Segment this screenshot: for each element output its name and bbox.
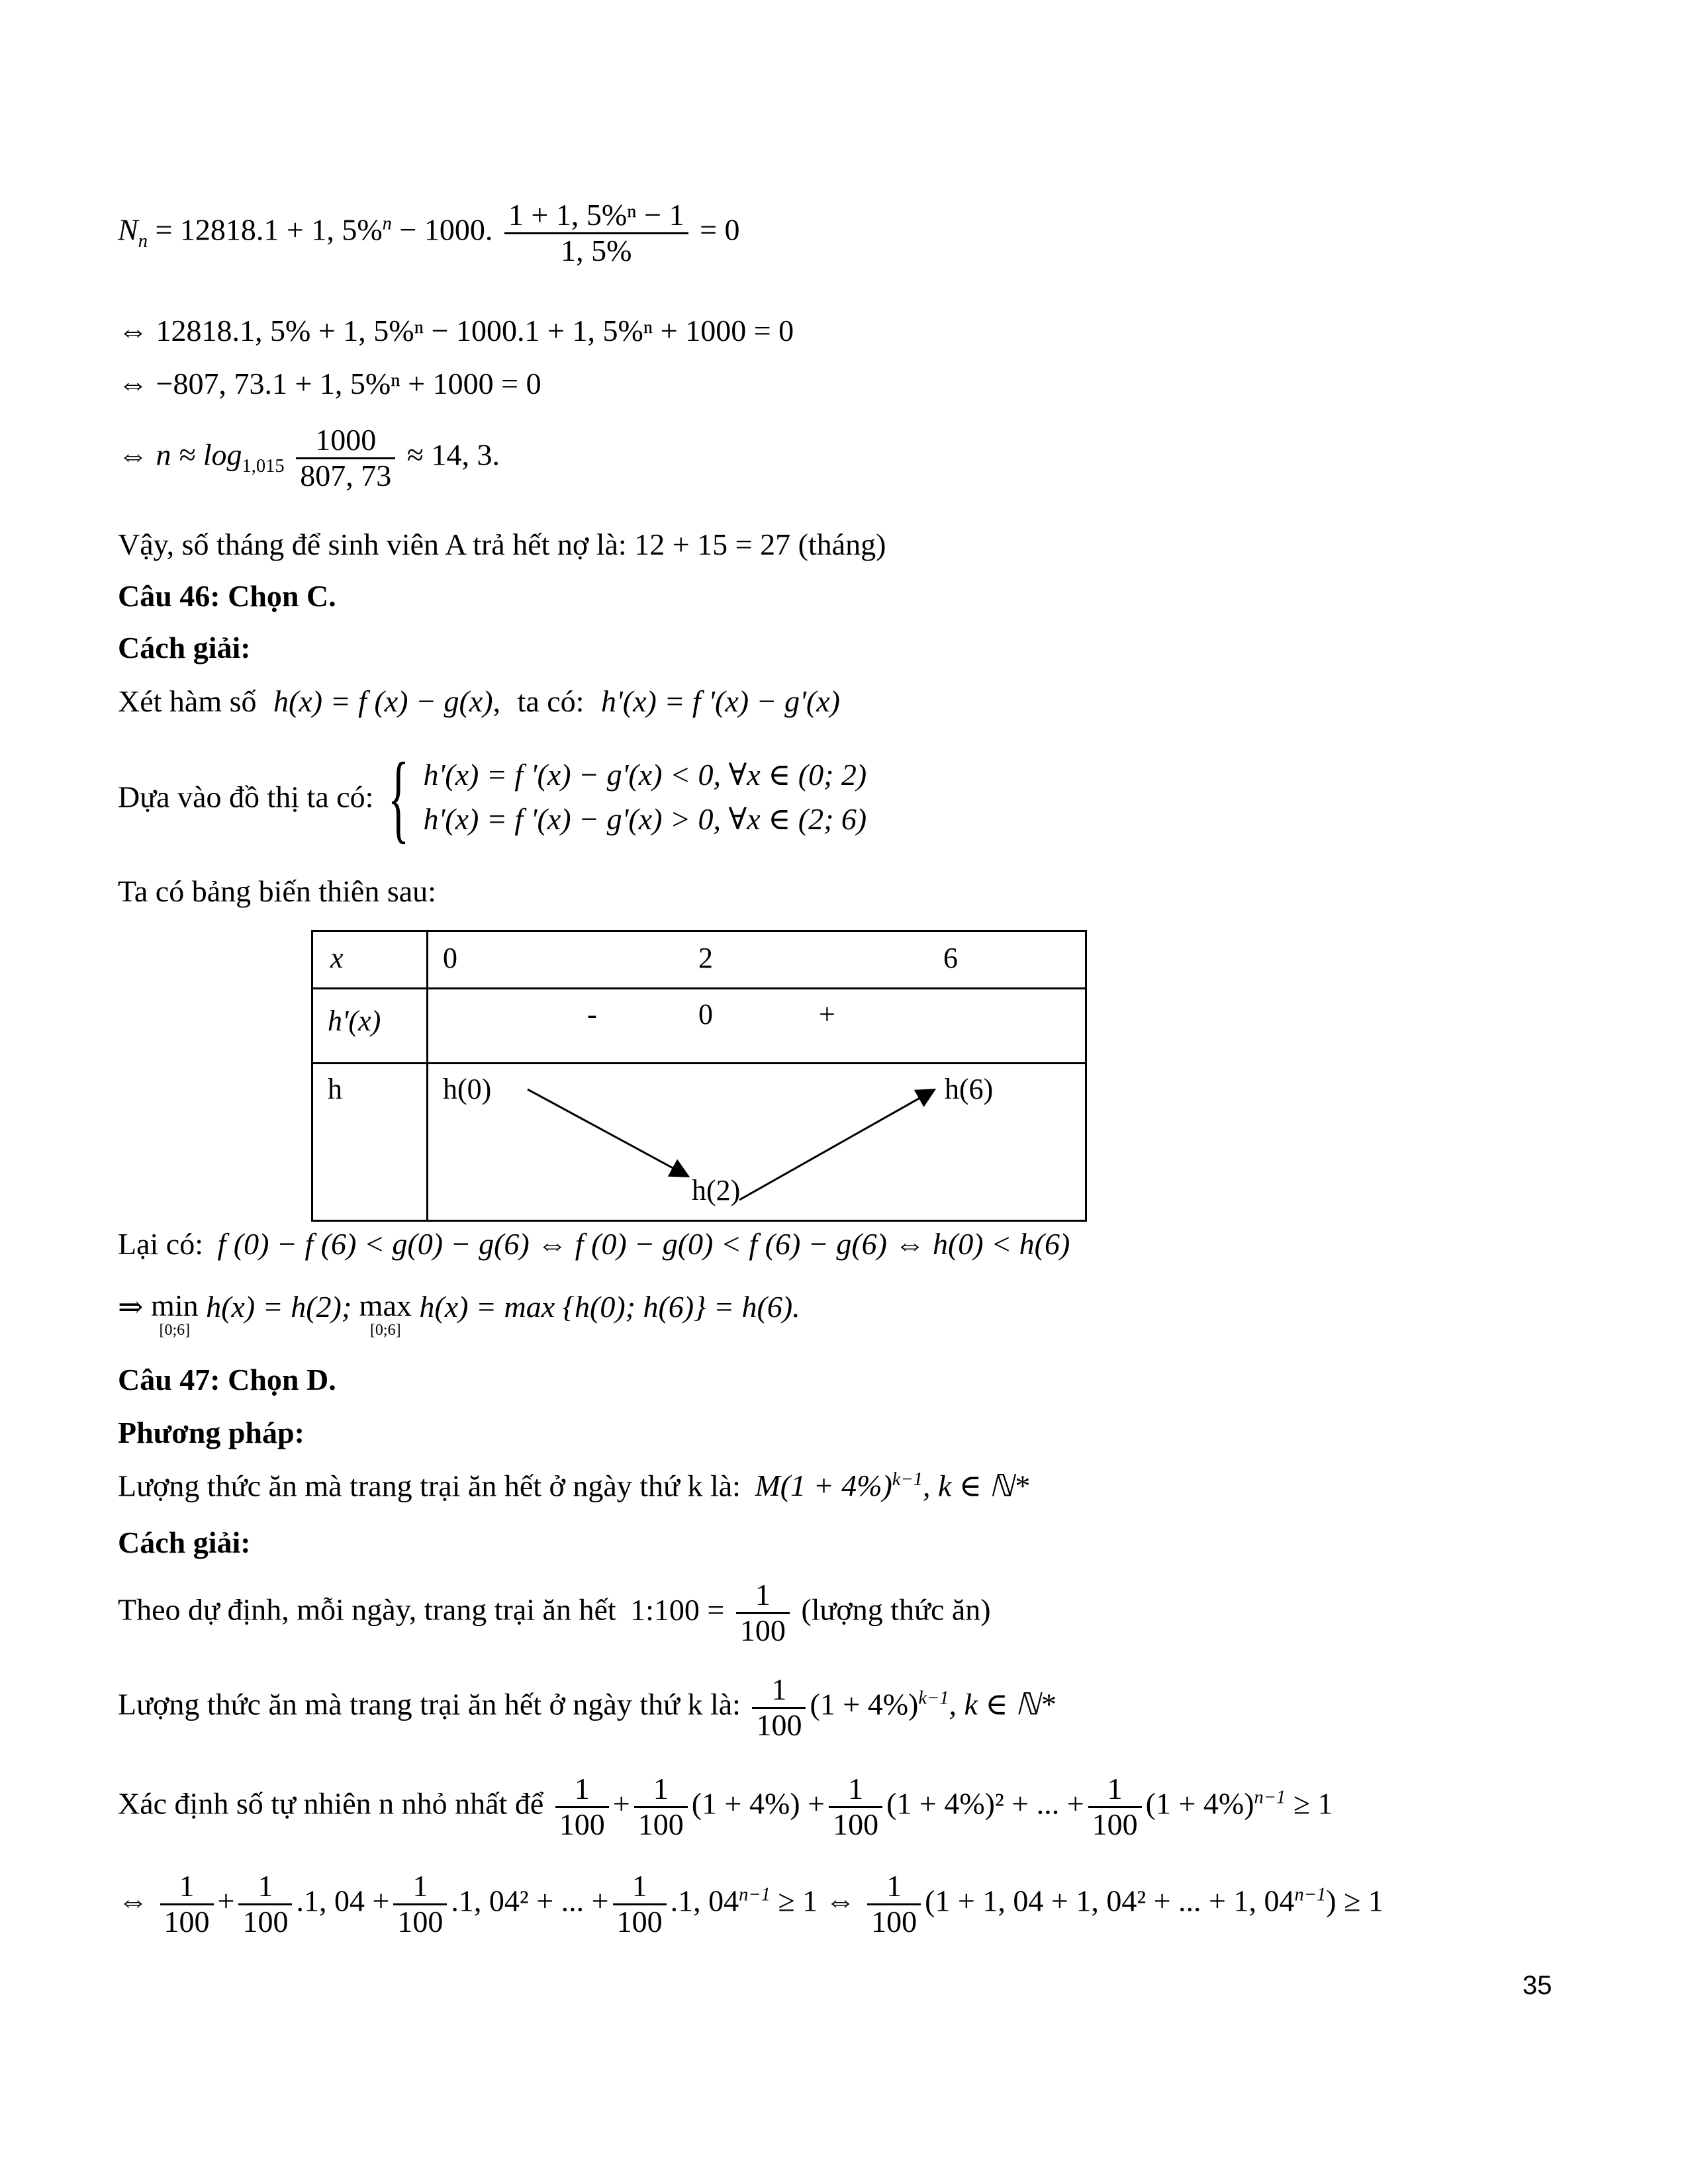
q47-l4-exp: n−1 [739, 1884, 771, 1905]
q46-line1-text: Xét hàm số [118, 684, 257, 718]
eq1-exp: n [382, 213, 392, 234]
increasing-arrow [739, 1091, 933, 1200]
sign-plus: + [819, 998, 835, 1030]
q47-l3-frac1 [555, 1772, 609, 1841]
frac-den: 100 [242, 1904, 289, 1938]
frac-num: 1 [736, 1578, 790, 1614]
q47-l4-t6: (1 + 1, 04 + 1, 04² + ... + 1, 04 [925, 1884, 1295, 1918]
q46-line2-text: Dựa vào đồ thị ta có: [118, 780, 374, 814]
left-brace-icon: { [387, 743, 410, 852]
q47-method-title: Phương pháp: [118, 1416, 305, 1449]
eq4-num: 1000 [296, 424, 395, 459]
min-operator [151, 1291, 199, 1338]
q47-method-math: M(1 + 4%) [755, 1469, 892, 1503]
q47-method-line [118, 1469, 1029, 1503]
q47-l1-text: Theo dự định, mỗi ngày, trang trại ăn hết [118, 1592, 616, 1627]
q47-l4-frac2 [238, 1870, 292, 1938]
table-row [312, 989, 1086, 1064]
q47-l2-math: (1 + 4%) [810, 1687, 919, 1721]
max-text: max [359, 1289, 412, 1322]
q47-line3: Xác định số tự nhiên n nhỏ nhất để $\frac{1}{100}$ + $\frac{1}{100}$ (1 + 4%) + $\frac{1}{100}$ (1 + 4%)² + ... + $\frac{1}{100}$ $(1 + 4\%)^{n-1} \ge 1$ [118, 1772, 1333, 1841]
equation-4 [118, 424, 500, 492]
q47-l2-exp: k−1 [918, 1688, 949, 1709]
q46-method: Cách giải: [118, 631, 251, 664]
q47-l1-fraction [736, 1578, 790, 1647]
q46-line1 [118, 685, 840, 719]
frac-den: 100 [871, 1904, 917, 1938]
q47-l4-frac4 [613, 1870, 667, 1938]
sign-minus: - [587, 998, 597, 1030]
q47-l4-tail: ) ≥ 1 [1326, 1884, 1383, 1918]
frac-num: 1 [867, 1870, 921, 1905]
q46-line5 [118, 1291, 800, 1338]
h-label: h [328, 1073, 342, 1105]
frac-num: 1 [829, 1772, 882, 1808]
q47-l2-fraction [752, 1673, 806, 1742]
q47-l1-tail: (lượng thức ăn) [801, 1592, 991, 1627]
eq1-sub: n [138, 230, 148, 251]
q47-l4-t2: .1, 04 + [296, 1884, 390, 1918]
x-val-2: 2 [698, 942, 713, 974]
q46-line5-arrow: ⇒ [118, 1290, 144, 1324]
eq4-den: 807, 73 [300, 458, 392, 492]
min-text: min [151, 1289, 199, 1322]
eq1-part2: − 1000. [391, 212, 493, 247]
eq4-fraction [296, 424, 395, 492]
equation-3: ⇔ −807, 73.1 + 1, 5%ⁿ + 1000 = 0 [118, 367, 541, 400]
q47-l3-tail: ≥ 1 [1293, 1786, 1333, 1821]
frac-den: 100 [616, 1904, 663, 1938]
q47-method-text: Lượng thức ăn mà trang trại ăn hết ở ngày thứ k là: [118, 1469, 741, 1503]
x-val-6: 6 [943, 942, 958, 974]
frac-num: 1 [393, 1870, 447, 1905]
frac-num: 1 [752, 1673, 806, 1709]
q47-line1 [118, 1578, 991, 1647]
q46-line2 [118, 743, 867, 852]
frac-den: 100 [833, 1807, 879, 1841]
frac-den: 100 [164, 1904, 210, 1938]
q46-line4-math: f (0) − f (6) < g(0) − g(6) ⇔ f (0) − g(0) < f (6) − g(6) ⇔ h(0) < h(6) [217, 1227, 1070, 1261]
q46-line1-math1: h(x) = f (x) − g(x), [273, 684, 501, 718]
hp-label: h'(x) [328, 1005, 381, 1037]
x-values-cell [428, 931, 1086, 989]
hp-values-cell [428, 989, 1086, 1064]
max-operator [359, 1291, 412, 1338]
eq4-pre: ⇔ n ≈ log [118, 437, 242, 472]
q47-method-exp: k−1 [892, 1469, 923, 1490]
eq1-rhs: = 0 [700, 212, 740, 247]
eq1-num: 1 + 1, 5%ⁿ − 1 [504, 199, 688, 234]
q46-line1-math2: h'(x) = f '(x) − g'(x) [600, 684, 840, 718]
q46-line5-b: h(x) = h(2); [206, 1290, 352, 1324]
max-sub: [0;6] [369, 1322, 401, 1339]
q46-line3: Ta có bảng biến thiên sau: [118, 874, 436, 908]
h6-value: h(6) [945, 1073, 994, 1105]
eq1-fraction [504, 199, 688, 267]
q46-title: Câu 46: Chọn C. [118, 579, 336, 613]
sign-zero: 0 [698, 998, 713, 1030]
table-row [312, 1064, 1086, 1221]
q47-l4-frac1 [160, 1870, 214, 1938]
frac-num: 1 [238, 1870, 292, 1905]
q47-l4-t5: ≥ 1 ⇔ [778, 1884, 856, 1918]
table-row [312, 931, 1086, 989]
eq4-post: ≈ 14, 3. [406, 437, 500, 472]
frac-den: 100 [559, 1807, 605, 1841]
q47-l4-exp2: n−1 [1294, 1884, 1327, 1905]
frac-num: 1 [1088, 1772, 1142, 1808]
h-values-cell [428, 1064, 1086, 1221]
q47-l3-frac3 [829, 1772, 882, 1841]
q46-sys2: h'(x) = f '(x) − g'(x) > 0, ∀x ∈ (2; 6) [423, 802, 867, 836]
frac-den: 100 [1092, 1807, 1138, 1841]
q47-l4-t4: .1, 04 [670, 1884, 739, 1918]
x-val-0: 0 [443, 942, 457, 974]
frac-den: 100 [637, 1807, 684, 1841]
q47-l4-frac3 [393, 1870, 447, 1938]
eq1-part1: = 12818.1 + 1, 5% [155, 212, 383, 247]
q47-solution-title: Cách giải: [118, 1525, 251, 1559]
q47-l3-exp: n−1 [1254, 1787, 1286, 1808]
frac-num: 1 [634, 1772, 688, 1808]
q47-l2-text: Lượng thức ăn mà trang trại ăn hết ở ngày thứ k là: [118, 1687, 741, 1721]
q46-line1-text2: ta có: [517, 684, 585, 718]
h2-value: h(2) [692, 1174, 741, 1206]
h-label-cell [312, 1064, 428, 1221]
q47-l3-text: Xác định số tự nhiên n nhỏ nhất để [118, 1786, 544, 1821]
eq1-lhs: N [118, 212, 138, 247]
q47-l3-frac4 [1088, 1772, 1142, 1841]
q47-l3-frac2 [634, 1772, 688, 1841]
q47-l3-t4: (1 + 4%) [1145, 1786, 1254, 1821]
q47-l4-arrow: ⇔ [118, 1884, 148, 1918]
frac-num: 1 [555, 1772, 609, 1808]
q46-line5-c: h(x) = max {h(0); h(6)} = h(6). [419, 1290, 800, 1324]
q47-l1-math: 1:100 = [630, 1592, 725, 1627]
q47-line2 [118, 1673, 1055, 1742]
frac-den: 100 [756, 1707, 802, 1742]
q47-l2-tail: , k ∈ ℕ* [949, 1687, 1055, 1721]
q47-l4-frac5 [867, 1870, 921, 1938]
q47-title: Câu 47: Chọn D. [118, 1363, 336, 1396]
x-label-cell [312, 931, 428, 989]
frac-num: 1 [613, 1870, 667, 1905]
equation-nn [118, 199, 740, 267]
q46-line4-text: Lại có: [118, 1227, 203, 1261]
hp-label-cell [312, 989, 428, 1064]
eq4-base: 1,015 [242, 455, 285, 477]
equation-2: ⇔ 12818.1, 5% + 1, 5%ⁿ − 1000.1 + 1, 5%ⁿ + 1000 = 0 [118, 314, 794, 347]
q47-l4-t3: .1, 04² + ... + [451, 1884, 609, 1918]
variation-table [311, 930, 1087, 1222]
eq1-den: 1, 5% [561, 233, 632, 267]
q47-l3-t2: (1 + 4%) + [691, 1786, 825, 1821]
q47-line4: ⇔ $\frac{1}{100}$ + $\frac{1}{100}$ .1, 04 + $\frac{1}{100}$ .1, 04² + ... + $\frac{1}{100}$ .1, $04^{n-1} \ge 1$ ⇔ $\frac{1}{100}$ (1 + 1, 04 + 1, 04² + ... + 1, $04^{n-1}) \ge 1$ [118, 1869, 1383, 1938]
q46-system [423, 753, 867, 841]
h0-value: h(0) [443, 1073, 492, 1105]
decreasing-arrow [528, 1089, 686, 1175]
frac-den: 100 [739, 1613, 786, 1647]
frac-num: 1 [160, 1870, 214, 1905]
q46-sys1: h'(x) = f '(x) − g'(x) < 0, ∀x ∈ (0; 2) [423, 758, 867, 792]
page-number: 35 [1523, 1971, 1552, 2000]
conclusion-text: Vậy, số tháng để sinh viên A trả hết nợ là: 12 + 15 = 27 (tháng) [118, 527, 886, 561]
q47-method-tail: , k ∈ ℕ* [922, 1469, 1029, 1503]
x-label: x [330, 942, 344, 974]
q47-l3-t3: (1 + 4%)² + ... + [886, 1786, 1084, 1821]
frac-den: 100 [397, 1904, 444, 1938]
variation-arrows [428, 1064, 1085, 1220]
q46-line4 [118, 1228, 1070, 1261]
min-sub: [0;6] [159, 1322, 191, 1339]
